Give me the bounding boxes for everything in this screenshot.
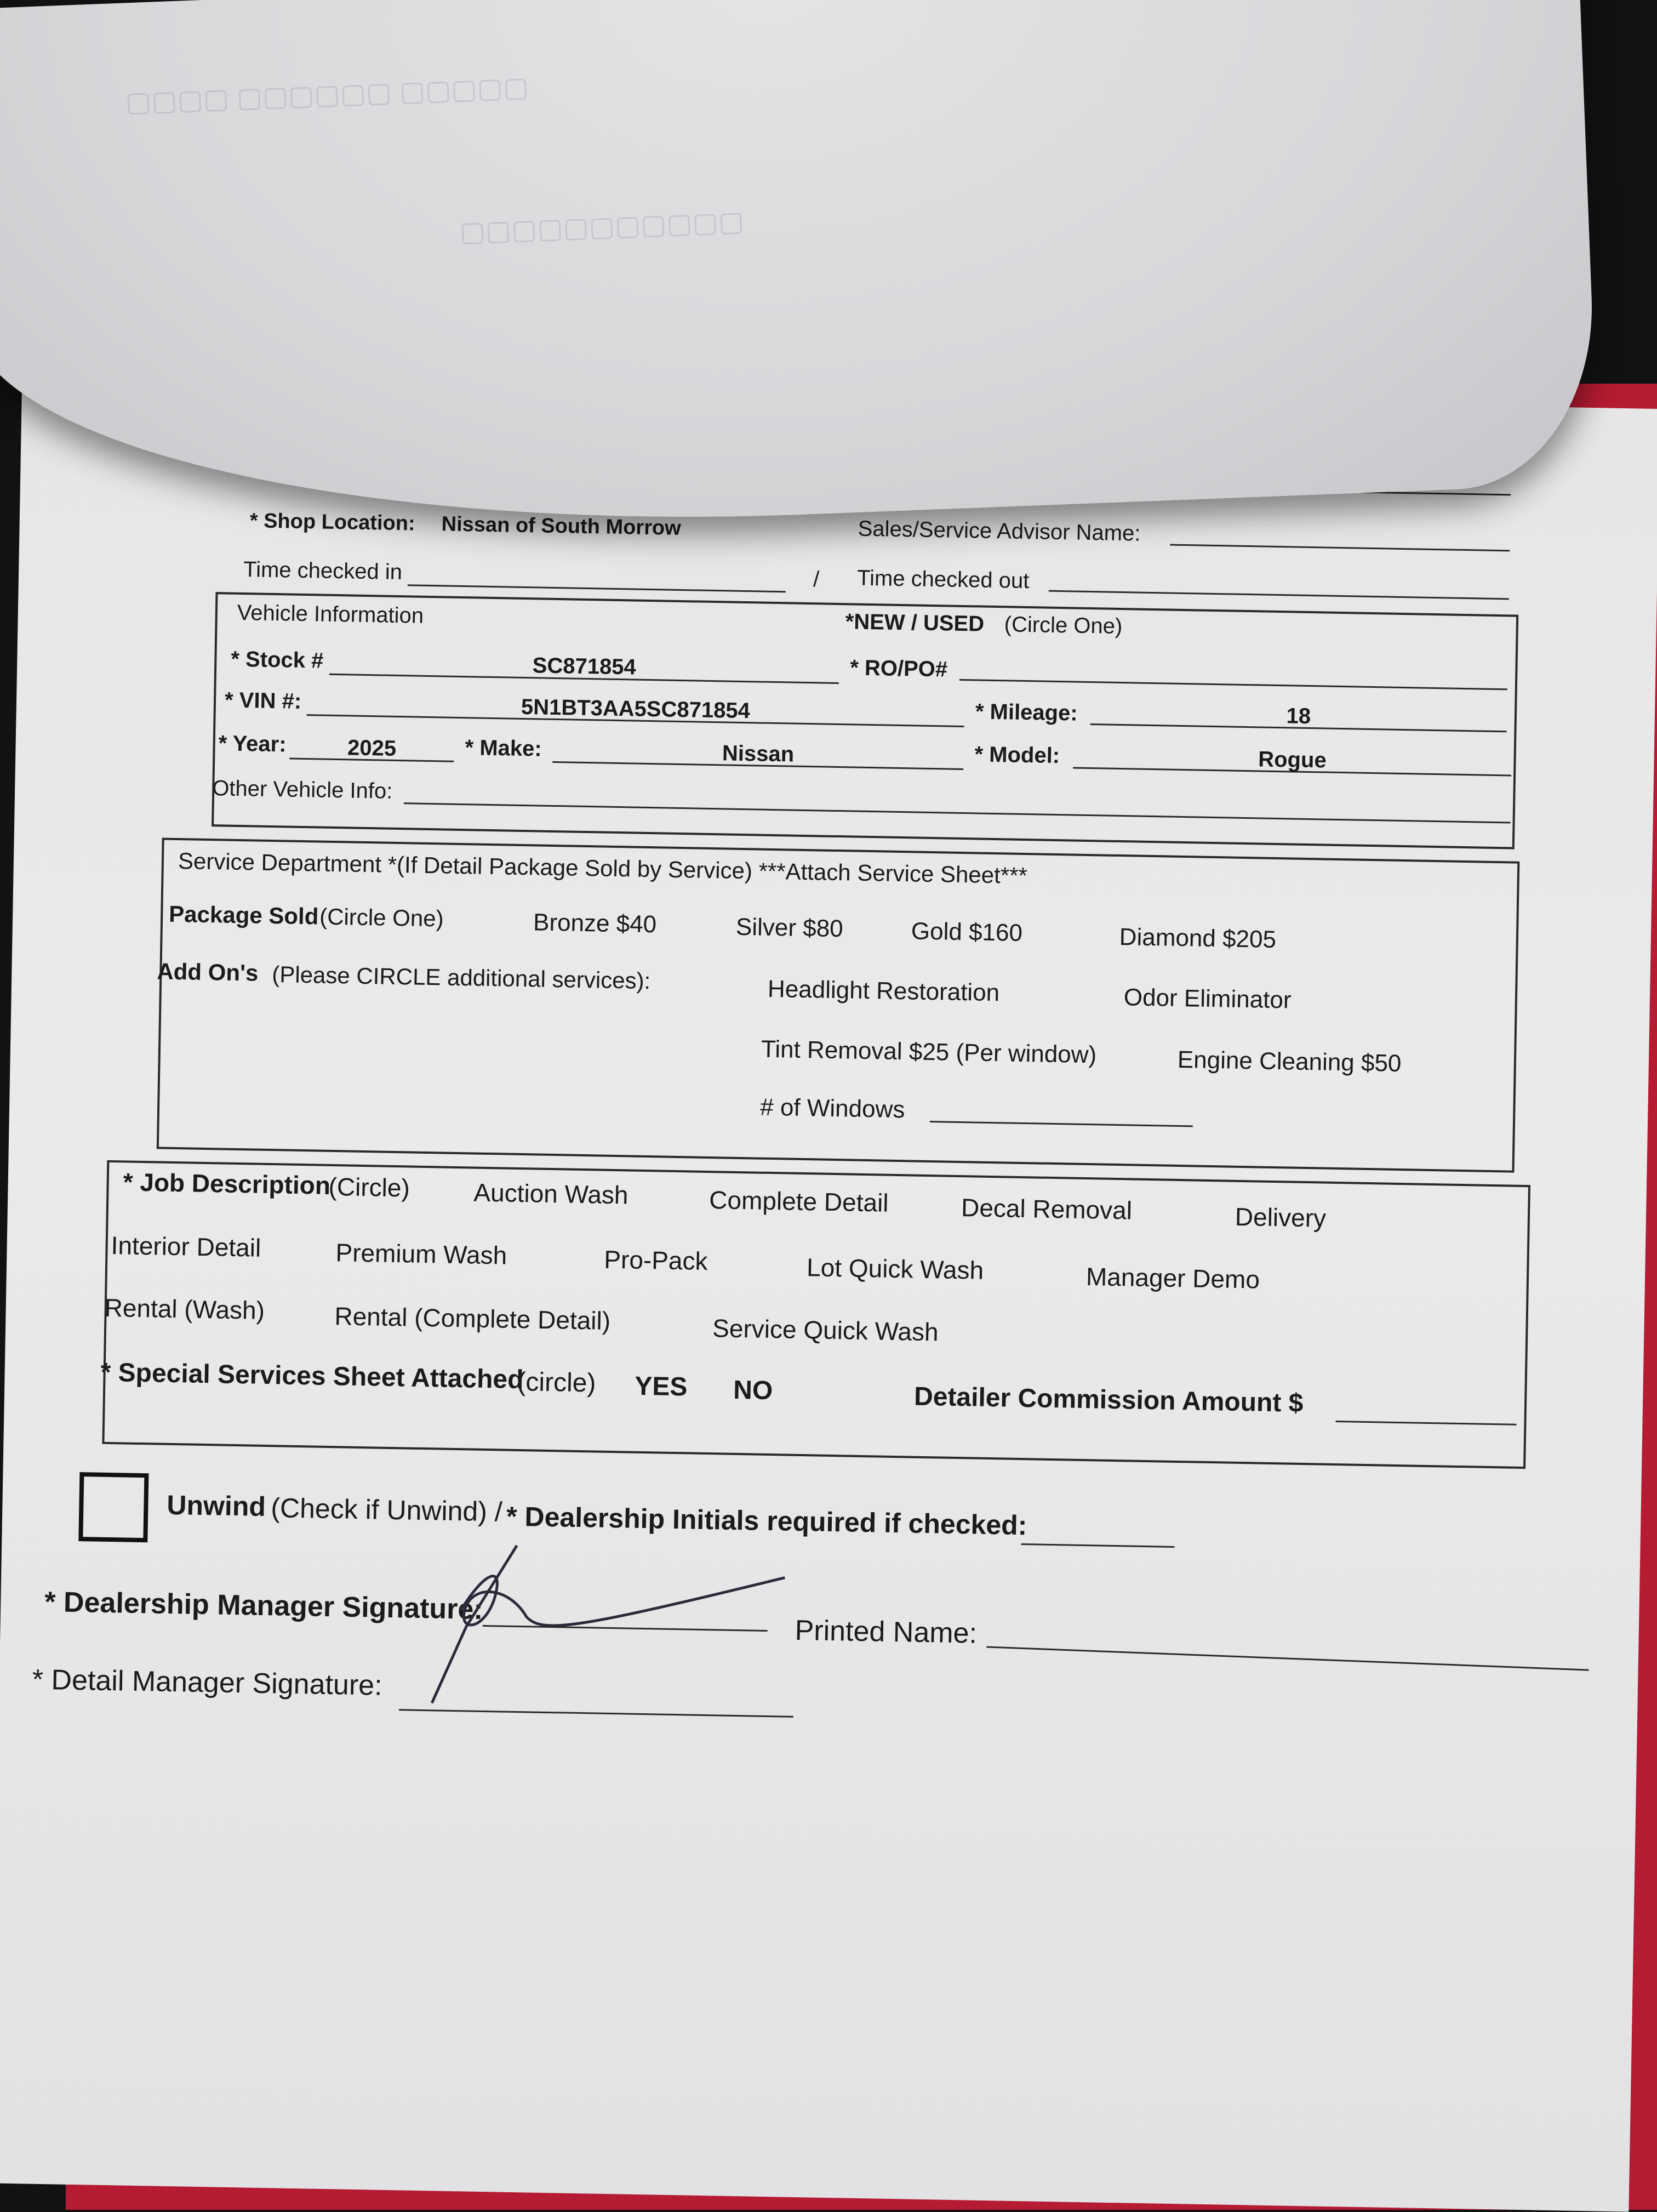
addon-tint[interactable]: Tint Removal $25 (Per window)	[761, 1035, 1097, 1069]
shop-location-value: Nissan of South Morrow	[441, 512, 682, 540]
package-note: (Circle One)	[319, 903, 444, 932]
form-page	[0, 380, 1657, 2212]
commission-label: Detailer Commission Amount $	[913, 1382, 1304, 1418]
job-label: * Job Description	[123, 1167, 331, 1200]
vehicle-section-label: Vehicle Information	[237, 600, 424, 628]
special-no[interactable]: NO	[733, 1375, 773, 1406]
time-in-line[interactable]	[408, 584, 786, 592]
addons-note: (Please CIRCLE additional services):	[271, 961, 651, 994]
time-in-label: Time checked in	[243, 557, 403, 585]
new-used-label: *NEW / USED	[845, 609, 985, 636]
mileage-label: * Mileage:	[975, 699, 1078, 726]
addon-odor[interactable]: Odor Eliminator	[1123, 984, 1292, 1014]
stock-label: * Stock #	[231, 647, 324, 673]
time-slash: /	[813, 567, 820, 592]
dealer-signature-scribble	[399, 1538, 796, 1720]
initials-label: * Dealership Initials required if checked:	[506, 1501, 1027, 1541]
advisor-label: Sales/Service Advisor Name:	[858, 516, 1141, 546]
initials-line[interactable]	[1021, 1543, 1174, 1548]
make-label: * Make:	[465, 736, 542, 761]
job-decal-removal[interactable]: Decal Removal	[961, 1193, 1133, 1225]
job-note: (Circle)	[328, 1172, 410, 1202]
curled-previous-sheet	[0, 0, 1599, 546]
package-label: Package Sold	[168, 900, 319, 930]
dealer-signature-label: * Dealership Manager Signature:	[44, 1586, 484, 1626]
job-rental-wash[interactable]: Rental (Wash)	[104, 1293, 265, 1325]
printed-name-label: Printed Name:	[795, 1614, 978, 1650]
package-gold[interactable]: Gold $160	[911, 917, 1023, 947]
vin-label: * VIN #:	[224, 688, 302, 714]
addons-label: Add On's	[157, 958, 259, 986]
vin-value: 5N1BT3AA5SC871854	[521, 694, 751, 723]
year-label: * Year:	[218, 731, 287, 757]
unwind-checkbox[interactable]	[78, 1472, 148, 1542]
job-auction-wash[interactable]: Auction Wash	[473, 1178, 629, 1210]
time-out-label: Time checked out	[856, 566, 1030, 594]
special-yes[interactable]: YES	[634, 1371, 688, 1402]
addon-headlight[interactable]: Headlight Restoration	[767, 975, 1000, 1007]
job-manager-demo[interactable]: Manager Demo	[1085, 1262, 1260, 1294]
mileage-value: 18	[1286, 704, 1311, 729]
job-pro-pack[interactable]: Pro-Pack	[603, 1245, 708, 1275]
package-diamond[interactable]: Diamond $205	[1119, 923, 1277, 954]
job-rental-complete[interactable]: Rental (Complete Detail)	[334, 1302, 611, 1335]
service-heading: Service Department *(If Detail Package Sold by Service) ***Attach Service Sheet***	[178, 848, 1028, 889]
make-value: Nissan	[722, 741, 795, 767]
package-silver[interactable]: Silver $80	[735, 913, 844, 943]
ghost-text-mirrored: ▢▢▢▢▢▢▢▢▢▢▢	[459, 210, 745, 252]
ghost-text-mirrored: ▢▢▢▢ ▢▢▢▢▢▢ ▢▢▢▢▢	[125, 76, 530, 122]
model-value: Rogue	[1258, 747, 1327, 773]
stock-value: SC871854	[532, 653, 637, 680]
job-service-quick-wash[interactable]: Service Quick Wash	[712, 1314, 939, 1347]
model-label: * Model:	[974, 742, 1060, 768]
special-services-label: * Special Services Sheet Attached	[100, 1358, 524, 1395]
other-vehicle-label: Other Vehicle Info:	[212, 776, 393, 803]
windows-label: # of Windows	[759, 1093, 905, 1124]
unwind-note: (Check if Unwind) /	[270, 1492, 503, 1527]
printed-name-line[interactable]	[986, 1646, 1589, 1671]
ropo-label: * RO/PO#	[849, 655, 948, 682]
advisor-line[interactable]	[1170, 544, 1510, 552]
job-delivery[interactable]: Delivery	[1235, 1202, 1327, 1233]
shop-location-label: * Shop Location:	[249, 509, 416, 535]
special-services-note: (circle)	[517, 1367, 596, 1398]
unwind-label: Unwind	[166, 1489, 266, 1522]
detail-signature-label: * Detail Manager Signature:	[32, 1663, 383, 1702]
job-premium-wash[interactable]: Premium Wash	[335, 1238, 507, 1270]
package-bronze[interactable]: Bronze $40	[533, 909, 657, 938]
year-value: 2025	[347, 736, 397, 761]
time-out-line[interactable]	[1049, 590, 1509, 600]
new-used-note: (Circle One)	[1004, 612, 1123, 639]
job-interior-detail[interactable]: Interior Detail	[111, 1230, 261, 1262]
job-complete-detail[interactable]: Complete Detail	[708, 1185, 889, 1217]
addon-engine[interactable]: Engine Cleaning $50	[1177, 1046, 1402, 1078]
job-lot-quick-wash[interactable]: Lot Quick Wash	[806, 1253, 984, 1285]
